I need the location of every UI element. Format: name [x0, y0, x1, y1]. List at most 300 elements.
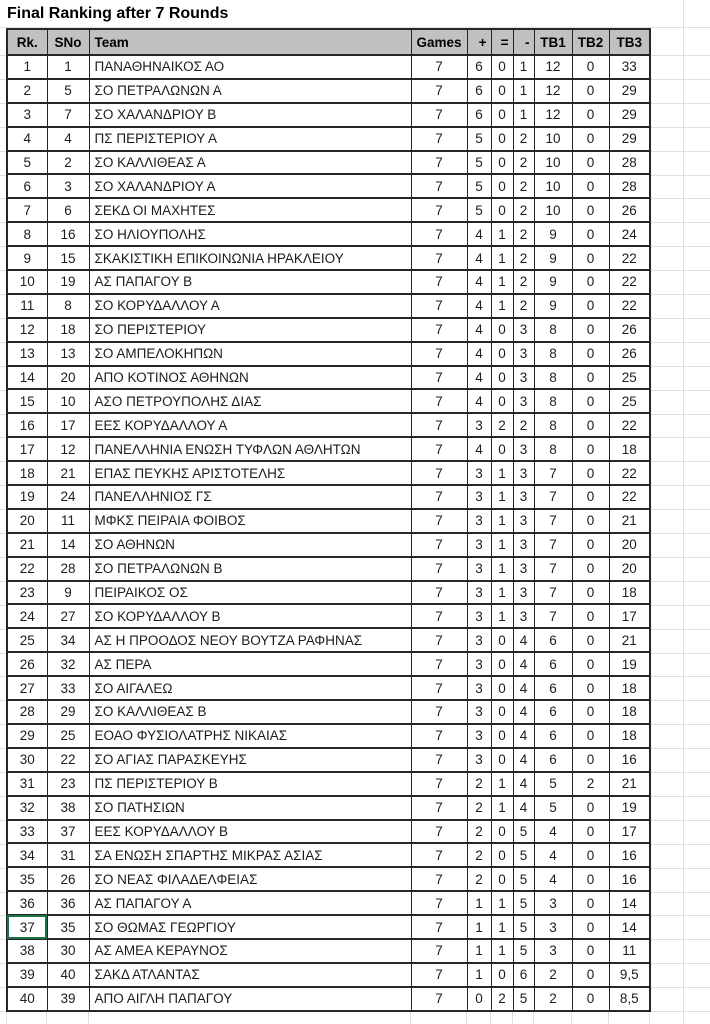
cell-wins[interactable]: 2: [467, 772, 491, 796]
cell-rk[interactable]: 28: [7, 700, 47, 724]
cell-rk[interactable]: 20: [7, 509, 47, 533]
cell-tb3[interactable]: 22: [609, 461, 650, 485]
cell-wins[interactable]: 4: [467, 222, 491, 246]
cell-losses[interactable]: 1: [513, 79, 534, 103]
cell-games[interactable]: 7: [411, 676, 467, 700]
cell-losses[interactable]: 4: [513, 676, 534, 700]
cell-rk[interactable]: 3: [7, 103, 47, 127]
cell-sno[interactable]: 29: [47, 700, 89, 724]
cell-tb2[interactable]: 0: [572, 557, 609, 581]
cell-tb2[interactable]: 0: [572, 151, 609, 175]
cell-tb1[interactable]: 6: [534, 748, 572, 772]
cell-draws[interactable]: 0: [491, 724, 513, 748]
cell-losses[interactable]: 5: [513, 891, 534, 915]
cell-tb1[interactable]: 6: [534, 700, 572, 724]
cell-tb1[interactable]: 4: [534, 820, 572, 844]
cell-games[interactable]: 7: [411, 939, 467, 963]
cell-sno[interactable]: 16: [47, 222, 89, 246]
cell-team[interactable]: ΣΟ ΑΙΓΑΛΕΩ: [89, 676, 411, 700]
cell-rk[interactable]: 21: [7, 533, 47, 557]
cell-sno[interactable]: 22: [47, 748, 89, 772]
cell-tb2[interactable]: 0: [572, 604, 609, 628]
cell-losses[interactable]: 1: [513, 55, 534, 79]
cell-games[interactable]: 7: [411, 891, 467, 915]
cell-tb1[interactable]: 9: [534, 294, 572, 318]
cell-games[interactable]: 7: [411, 174, 467, 198]
cell-team[interactable]: ΑΠΟ ΑΙΓΛΗ ΠΑΠΑΓΟΥ: [89, 987, 411, 1011]
cell-wins[interactable]: 5: [467, 198, 491, 222]
cell-losses[interactable]: 1: [513, 103, 534, 127]
cell-sno[interactable]: 28: [47, 557, 89, 581]
cell-games[interactable]: 7: [411, 604, 467, 628]
cell-draws[interactable]: 0: [491, 652, 513, 676]
cell-losses[interactable]: 3: [513, 533, 534, 557]
cell-wins[interactable]: 4: [467, 342, 491, 366]
cell-losses[interactable]: 3: [513, 389, 534, 413]
cell-tb2[interactable]: 0: [572, 389, 609, 413]
cell-sno[interactable]: 18: [47, 318, 89, 342]
cell-rk[interactable]: 15: [7, 389, 47, 413]
cell-draws[interactable]: 1: [491, 604, 513, 628]
cell-wins[interactable]: 3: [467, 581, 491, 605]
cell-tb3[interactable]: 20: [609, 533, 650, 557]
cell-team[interactable]: ΑΣ ΠΑΠΑΓΟΥ Β: [89, 270, 411, 294]
cell-draws[interactable]: 1: [491, 939, 513, 963]
cell-wins[interactable]: 5: [467, 174, 491, 198]
cell-sno[interactable]: 34: [47, 628, 89, 652]
cell-sno[interactable]: 4: [47, 127, 89, 151]
cell-wins[interactable]: 3: [467, 533, 491, 557]
cell-tb3[interactable]: 22: [609, 246, 650, 270]
cell-draws[interactable]: 0: [491, 318, 513, 342]
cell-tb1[interactable]: 8: [534, 318, 572, 342]
cell-draws[interactable]: 0: [491, 198, 513, 222]
cell-tb2[interactable]: 0: [572, 915, 609, 939]
cell-tb3[interactable]: 16: [609, 867, 650, 891]
cell-wins[interactable]: 1: [467, 915, 491, 939]
cell-rk[interactable]: 34: [7, 843, 47, 867]
cell-draws[interactable]: 1: [491, 270, 513, 294]
cell-wins[interactable]: 1: [467, 939, 491, 963]
cell-team[interactable]: ΣΟ ΑΜΠΕΛΟΚΗΠΩΝ: [89, 342, 411, 366]
cell-team[interactable]: ΠΕΙΡΑΙΚΟΣ ΟΣ: [89, 581, 411, 605]
cell-tb2[interactable]: 0: [572, 103, 609, 127]
cell-games[interactable]: 7: [411, 366, 467, 390]
cell-tb1[interactable]: 7: [534, 509, 572, 533]
cell-tb1[interactable]: 8: [534, 437, 572, 461]
cell-tb1[interactable]: 9: [534, 246, 572, 270]
cell-wins[interactable]: 6: [467, 55, 491, 79]
cell-games[interactable]: 7: [411, 843, 467, 867]
cell-rk[interactable]: 4: [7, 127, 47, 151]
cell-sno[interactable]: 24: [47, 485, 89, 509]
cell-tb1[interactable]: 3: [534, 891, 572, 915]
cell-tb2[interactable]: 0: [572, 509, 609, 533]
cell-tb1[interactable]: 3: [534, 939, 572, 963]
cell-tb2[interactable]: 0: [572, 485, 609, 509]
cell-losses[interactable]: 3: [513, 581, 534, 605]
cell-games[interactable]: 7: [411, 724, 467, 748]
cell-losses[interactable]: 2: [513, 413, 534, 437]
cell-tb3[interactable]: 33: [609, 55, 650, 79]
cell-wins[interactable]: 4: [467, 294, 491, 318]
cell-wins[interactable]: 0: [467, 987, 491, 1011]
cell-sno[interactable]: 1: [47, 55, 89, 79]
cell-rk[interactable]: 8: [7, 222, 47, 246]
cell-rk[interactable]: 14: [7, 366, 47, 390]
cell-draws[interactable]: 1: [491, 891, 513, 915]
cell-tb2[interactable]: 0: [572, 246, 609, 270]
cell-wins[interactable]: 4: [467, 366, 491, 390]
cell-draws[interactable]: 1: [491, 581, 513, 605]
cell-tb2[interactable]: 0: [572, 127, 609, 151]
cell-tb3[interactable]: 17: [609, 604, 650, 628]
col-header-tb2[interactable]: TB2: [572, 29, 609, 55]
cell-tb1[interactable]: 10: [534, 127, 572, 151]
cell-team[interactable]: ΠΑΝΕΛΛΗΝΙΑ ΕΝΩΣΗ ΤΥΦΛΩΝ ΑΘΛΗΤΩΝ: [89, 437, 411, 461]
cell-games[interactable]: 7: [411, 389, 467, 413]
cell-rk[interactable]: 26: [7, 652, 47, 676]
cell-losses[interactable]: 5: [513, 939, 534, 963]
cell-sno[interactable]: 35: [47, 915, 89, 939]
cell-tb3[interactable]: 11: [609, 939, 650, 963]
cell-rk[interactable]: 23: [7, 581, 47, 605]
cell-tb2[interactable]: 0: [572, 533, 609, 557]
cell-games[interactable]: 7: [411, 533, 467, 557]
cell-sno[interactable]: 33: [47, 676, 89, 700]
cell-sno[interactable]: 27: [47, 604, 89, 628]
cell-team[interactable]: ΣΟ ΧΑΛΑΝΔΡΙΟΥ Β: [89, 103, 411, 127]
cell-games[interactable]: 7: [411, 294, 467, 318]
cell-team[interactable]: ΑΣ Η ΠΡΟΟΔΟΣ ΝΕΟΥ ΒΟΥΤΖΑ ΡΑΦΗΝΑΣ: [89, 628, 411, 652]
cell-games[interactable]: 7: [411, 557, 467, 581]
cell-rk[interactable]: 24: [7, 604, 47, 628]
cell-sno[interactable]: 40: [47, 963, 89, 987]
cell-draws[interactable]: 0: [491, 867, 513, 891]
cell-tb3[interactable]: 22: [609, 485, 650, 509]
cell-team[interactable]: ΕΠΑΣ ΠΕΥΚΗΣ ΑΡΙΣΤΟΤΕΛΗΣ: [89, 461, 411, 485]
cell-losses[interactable]: 5: [513, 987, 534, 1011]
cell-sno[interactable]: 7: [47, 103, 89, 127]
cell-sno[interactable]: 10: [47, 389, 89, 413]
cell-tb2[interactable]: 0: [572, 270, 609, 294]
cell-team[interactable]: ΑΣ ΠΕΡΑ: [89, 652, 411, 676]
cell-draws[interactable]: 0: [491, 843, 513, 867]
cell-tb1[interactable]: 10: [534, 198, 572, 222]
col-header-losses[interactable]: -: [513, 29, 534, 55]
cell-losses[interactable]: 4: [513, 700, 534, 724]
cell-draws[interactable]: 0: [491, 151, 513, 175]
cell-draws[interactable]: 0: [491, 700, 513, 724]
cell-games[interactable]: 7: [411, 915, 467, 939]
cell-tb1[interactable]: 2: [534, 987, 572, 1011]
cell-draws[interactable]: 0: [491, 628, 513, 652]
cell-games[interactable]: 7: [411, 342, 467, 366]
cell-losses[interactable]: 5: [513, 820, 534, 844]
cell-games[interactable]: 7: [411, 796, 467, 820]
cell-draws[interactable]: 0: [491, 174, 513, 198]
cell-tb3[interactable]: 29: [609, 103, 650, 127]
cell-tb3[interactable]: 25: [609, 366, 650, 390]
cell-sno[interactable]: 6: [47, 198, 89, 222]
cell-wins[interactable]: 4: [467, 246, 491, 270]
cell-rk[interactable]: 31: [7, 772, 47, 796]
cell-losses[interactable]: 4: [513, 772, 534, 796]
cell-tb2[interactable]: 0: [572, 963, 609, 987]
cell-draws[interactable]: 0: [491, 963, 513, 987]
cell-wins[interactable]: 3: [467, 557, 491, 581]
cell-games[interactable]: 7: [411, 652, 467, 676]
cell-team[interactable]: ΣΚΑΚΙΣΤΙΚΗ ΕΠΙΚΟΙΝΩΝΙΑ ΗΡΑΚΛΕΙΟΥ: [89, 246, 411, 270]
cell-tb2[interactable]: 0: [572, 174, 609, 198]
cell-losses[interactable]: 4: [513, 652, 534, 676]
cell-games[interactable]: 7: [411, 628, 467, 652]
cell-games[interactable]: 7: [411, 151, 467, 175]
cell-tb3[interactable]: 25: [609, 389, 650, 413]
cell-sno[interactable]: 21: [47, 461, 89, 485]
cell-draws[interactable]: 2: [491, 413, 513, 437]
cell-losses[interactable]: 3: [513, 461, 534, 485]
cell-tb2[interactable]: 0: [572, 748, 609, 772]
cell-sno[interactable]: 14: [47, 533, 89, 557]
cell-wins[interactable]: 3: [467, 748, 491, 772]
cell-rk[interactable]: 17: [7, 437, 47, 461]
cell-draws[interactable]: 2: [491, 987, 513, 1011]
cell-tb2[interactable]: 0: [572, 843, 609, 867]
cell-rk[interactable]: 13: [7, 342, 47, 366]
cell-draws[interactable]: 0: [491, 127, 513, 151]
cell-tb3[interactable]: 21: [609, 772, 650, 796]
cell-tb3[interactable]: 18: [609, 581, 650, 605]
cell-games[interactable]: 7: [411, 509, 467, 533]
cell-team[interactable]: ΑΣ ΑΜΕΑ ΚΕΡΑΥΝΟΣ: [89, 939, 411, 963]
cell-tb1[interactable]: 4: [534, 843, 572, 867]
cell-tb1[interactable]: 7: [534, 604, 572, 628]
cell-team[interactable]: ΠΣ ΠΕΡΙΣΤΕΡΙΟΥ Α: [89, 127, 411, 151]
cell-games[interactable]: 7: [411, 748, 467, 772]
cell-games[interactable]: 7: [411, 103, 467, 127]
cell-rk[interactable]: 36: [7, 891, 47, 915]
cell-games[interactable]: 7: [411, 867, 467, 891]
cell-team[interactable]: ΣΟ ΠΕΡΙΣΤΕΡΙΟΥ: [89, 318, 411, 342]
cell-losses[interactable]: 6: [513, 963, 534, 987]
cell-losses[interactable]: 2: [513, 198, 534, 222]
cell-sno[interactable]: 5: [47, 79, 89, 103]
cell-sno[interactable]: 30: [47, 939, 89, 963]
cell-team[interactable]: ΑΣ ΠΑΠΑΓΟΥ Α: [89, 891, 411, 915]
cell-tb1[interactable]: 3: [534, 915, 572, 939]
cell-games[interactable]: 7: [411, 581, 467, 605]
cell-tb2[interactable]: 0: [572, 820, 609, 844]
cell-tb1[interactable]: 12: [534, 103, 572, 127]
cell-team[interactable]: ΣΟ ΠΑΤΗΣΙΩΝ: [89, 796, 411, 820]
col-header-team[interactable]: Team: [89, 29, 411, 55]
cell-team[interactable]: ΠΑΝΕΛΛΗΝΙΟΣ ΓΣ: [89, 485, 411, 509]
cell-wins[interactable]: 3: [467, 700, 491, 724]
cell-losses[interactable]: 3: [513, 604, 534, 628]
cell-team[interactable]: ΣΟ ΚΟΡΥΔΑΛΛΟΥ Α: [89, 294, 411, 318]
cell-tb1[interactable]: 5: [534, 772, 572, 796]
cell-draws[interactable]: 1: [491, 294, 513, 318]
cell-wins[interactable]: 3: [467, 652, 491, 676]
cell-games[interactable]: 7: [411, 413, 467, 437]
cell-sno[interactable]: 8: [47, 294, 89, 318]
col-header-games[interactable]: Games: [411, 29, 467, 55]
cell-tb1[interactable]: 12: [534, 55, 572, 79]
cell-tb3[interactable]: 18: [609, 724, 650, 748]
cell-draws[interactable]: 1: [491, 246, 513, 270]
cell-tb1[interactable]: 6: [534, 676, 572, 700]
cell-rk[interactable]: 9: [7, 246, 47, 270]
cell-rk[interactable]: 22: [7, 557, 47, 581]
cell-tb2[interactable]: 0: [572, 581, 609, 605]
cell-tb3[interactable]: 18: [609, 437, 650, 461]
cell-team[interactable]: ΣΟ ΠΕΤΡΑΛΩΝΩΝ Β: [89, 557, 411, 581]
cell-wins[interactable]: 3: [467, 485, 491, 509]
cell-rk[interactable]: 7: [7, 198, 47, 222]
cell-sno[interactable]: 37: [47, 820, 89, 844]
col-header-sno[interactable]: SNo: [47, 29, 89, 55]
cell-tb2[interactable]: 0: [572, 342, 609, 366]
cell-sno[interactable]: 3: [47, 174, 89, 198]
cell-games[interactable]: 7: [411, 772, 467, 796]
cell-tb3[interactable]: 26: [609, 198, 650, 222]
cell-wins[interactable]: 5: [467, 127, 491, 151]
cell-team[interactable]: ΣΟ ΠΕΤΡΑΛΩΝΩΝ Α: [89, 79, 411, 103]
cell-draws[interactable]: 0: [491, 748, 513, 772]
cell-team[interactable]: ΣΟ ΑΓΙΑΣ ΠΑΡΑΣΚΕΥΗΣ: [89, 748, 411, 772]
cell-tb2[interactable]: 0: [572, 198, 609, 222]
cell-rk[interactable]: 1: [7, 55, 47, 79]
cell-rk[interactable]: 18: [7, 461, 47, 485]
cell-games[interactable]: 7: [411, 55, 467, 79]
cell-tb2[interactable]: 0: [572, 652, 609, 676]
cell-tb3[interactable]: 18: [609, 676, 650, 700]
cell-tb1[interactable]: 7: [534, 581, 572, 605]
cell-tb2[interactable]: 0: [572, 987, 609, 1011]
cell-losses[interactable]: 2: [513, 174, 534, 198]
cell-tb3[interactable]: 21: [609, 628, 650, 652]
col-header-wins[interactable]: +: [467, 29, 491, 55]
cell-draws[interactable]: 0: [491, 820, 513, 844]
cell-losses[interactable]: 4: [513, 796, 534, 820]
cell-wins[interactable]: 3: [467, 604, 491, 628]
cell-team[interactable]: ΣΟ ΑΘΗΝΩΝ: [89, 533, 411, 557]
cell-wins[interactable]: 1: [467, 963, 491, 987]
cell-games[interactable]: 7: [411, 79, 467, 103]
cell-tb2[interactable]: 0: [572, 891, 609, 915]
cell-team[interactable]: ΕΕΣ ΚΟΡΥΔΑΛΛΟΥ Α: [89, 413, 411, 437]
cell-wins[interactable]: 4: [467, 270, 491, 294]
cell-sno[interactable]: 12: [47, 437, 89, 461]
cell-draws[interactable]: 0: [491, 366, 513, 390]
cell-games[interactable]: 7: [411, 198, 467, 222]
cell-team[interactable]: ΣΟ ΚΑΛΛΙΘΕΑΣ Β: [89, 700, 411, 724]
cell-tb1[interactable]: 9: [534, 270, 572, 294]
cell-rk[interactable]: 25: [7, 628, 47, 652]
cell-sno[interactable]: 39: [47, 987, 89, 1011]
cell-tb3[interactable]: 28: [609, 174, 650, 198]
cell-tb1[interactable]: 12: [534, 79, 572, 103]
cell-draws[interactable]: 0: [491, 55, 513, 79]
cell-tb3[interactable]: 22: [609, 270, 650, 294]
cell-tb1[interactable]: 7: [534, 461, 572, 485]
cell-sno[interactable]: 20: [47, 366, 89, 390]
cell-tb3[interactable]: 29: [609, 127, 650, 151]
cell-losses[interactable]: 2: [513, 151, 534, 175]
cell-draws[interactable]: 1: [491, 485, 513, 509]
cell-wins[interactable]: 3: [467, 724, 491, 748]
cell-tb2[interactable]: 0: [572, 222, 609, 246]
cell-tb1[interactable]: 8: [534, 342, 572, 366]
cell-team[interactable]: ΕΟΑΟ ΦΥΣΙΟΛΑΤΡΗΣ ΝΙΚΑΙΑΣ: [89, 724, 411, 748]
cell-sno[interactable]: 9: [47, 581, 89, 605]
cell-tb3[interactable]: 26: [609, 318, 650, 342]
cell-draws[interactable]: 0: [491, 103, 513, 127]
cell-games[interactable]: 7: [411, 318, 467, 342]
cell-games[interactable]: 7: [411, 270, 467, 294]
cell-team[interactable]: ΑΣΟ ΠΕΤΡΟΥΠΟΛΗΣ ΔΙΑΣ: [89, 389, 411, 413]
cell-games[interactable]: 7: [411, 222, 467, 246]
cell-tb2[interactable]: 0: [572, 700, 609, 724]
cell-wins[interactable]: 6: [467, 79, 491, 103]
cell-losses[interactable]: 3: [513, 437, 534, 461]
cell-rk[interactable]: 30: [7, 748, 47, 772]
cell-tb1[interactable]: 5: [534, 796, 572, 820]
cell-rk[interactable]: 2: [7, 79, 47, 103]
cell-tb3[interactable]: 9,5: [609, 963, 650, 987]
cell-losses[interactable]: 2: [513, 222, 534, 246]
cell-losses[interactable]: 3: [513, 485, 534, 509]
cell-rk[interactable]: 11: [7, 294, 47, 318]
cell-losses[interactable]: 3: [513, 509, 534, 533]
cell-tb2[interactable]: 0: [572, 724, 609, 748]
cell-tb1[interactable]: 6: [534, 652, 572, 676]
cell-wins[interactable]: 3: [467, 676, 491, 700]
cell-team[interactable]: ΣΟ ΗΛΙΟΥΠΟΛΗΣ: [89, 222, 411, 246]
cell-tb1[interactable]: 10: [534, 174, 572, 198]
cell-tb2[interactable]: 0: [572, 676, 609, 700]
cell-draws[interactable]: 1: [491, 796, 513, 820]
cell-draws[interactable]: 1: [491, 509, 513, 533]
cell-tb3[interactable]: 16: [609, 748, 650, 772]
cell-tb2[interactable]: 0: [572, 796, 609, 820]
cell-sno[interactable]: 25: [47, 724, 89, 748]
cell-tb1[interactable]: 8: [534, 366, 572, 390]
cell-draws[interactable]: 0: [491, 79, 513, 103]
cell-team[interactable]: ΠΑΝΑΘΗΝΑΙΚΟΣ ΑΟ: [89, 55, 411, 79]
col-header-draws[interactable]: =: [491, 29, 513, 55]
cell-tb1[interactable]: 6: [534, 724, 572, 748]
cell-sno[interactable]: 17: [47, 413, 89, 437]
cell-tb2[interactable]: 2: [572, 772, 609, 796]
cell-draws[interactable]: 0: [491, 342, 513, 366]
cell-wins[interactable]: 5: [467, 151, 491, 175]
cell-games[interactable]: 7: [411, 246, 467, 270]
cell-sno[interactable]: 38: [47, 796, 89, 820]
cell-wins[interactable]: 2: [467, 820, 491, 844]
cell-losses[interactable]: 3: [513, 342, 534, 366]
cell-draws[interactable]: 1: [491, 461, 513, 485]
cell-tb2[interactable]: 0: [572, 55, 609, 79]
cell-draws[interactable]: 1: [491, 533, 513, 557]
cell-tb1[interactable]: 10: [534, 151, 572, 175]
cell-games[interactable]: 7: [411, 700, 467, 724]
cell-sno[interactable]: 11: [47, 509, 89, 533]
cell-sno[interactable]: 32: [47, 652, 89, 676]
cell-tb2[interactable]: 0: [572, 939, 609, 963]
cell-tb2[interactable]: 0: [572, 294, 609, 318]
